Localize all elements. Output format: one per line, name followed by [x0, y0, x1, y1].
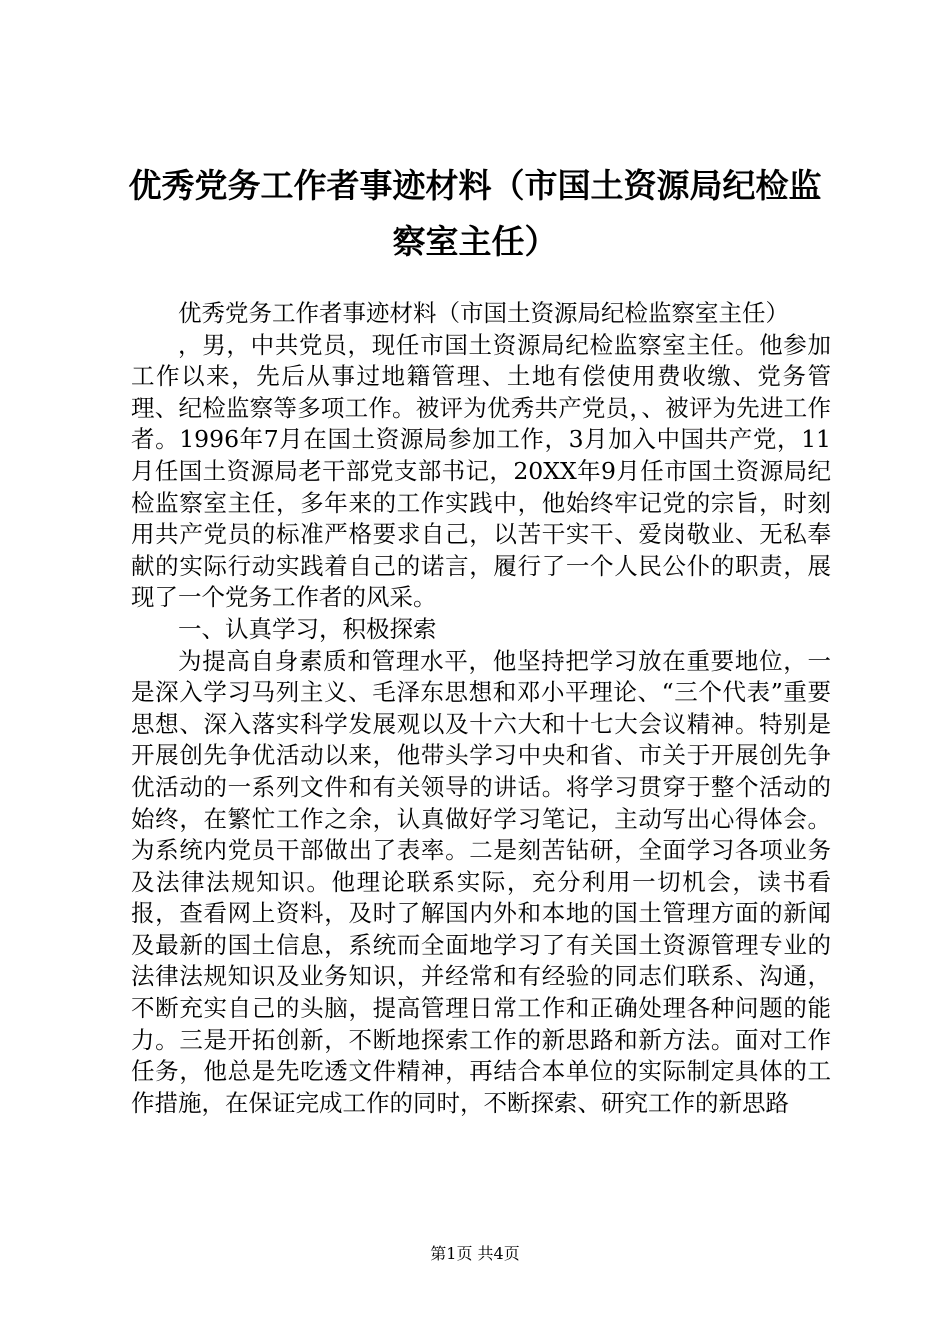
- section-heading-1: 一、认真学习，积极探索: [178, 614, 437, 643]
- paragraph-intro: ，男，中共党员，现任市国土资源局纪检监察室主任。他参加工作以来，先后从事过地籍管理、土地有偿使用费收缴、党务管理、纪检监察等多项工作。被评为优秀共产党员，、被评为先进工作者。1996年7月在国土资源局参加工作，3月加入中国共产党，11月任国土资源局老干部党支部书记，20XX年9月任市国土资源局纪检监察室主任，多年来的工作实践中，他始终牢记党的宗旨，时刻用共产党员的标准严格要求自己，以苦干实干、爱岗敬业、无私奉献的实际行动实践着自己的诺言，履行了一个人民公仆的职责，展现了一个党务工作者的风采。: [131, 330, 831, 612]
- paragraph-study: 为提高自身素质和管理水平，他坚持把学习放在重要地位，一是深入学习马列主义、毛泽东思想和邓小平理论、“三个代表”重要思想、深入落实科学发展观以及十六大和十七大会议精神。特别是开展创先争优活动以来，他带头学习中央和省、市关于开展创先争优活动的一系列文件和有关领导的讲话。将学习贯穿于整个活动的始终，在繁忙工作之余，认真做好学习笔记，主动写出心得体会。为系统内党员干部做出了表率。二是刻苦钻研，全面学习各项业务及法律法规知识。他理论联系实际，充分利用一切机会，读书看报，查看网上资料，及时了解国内外和本地的国土管理方面的新闻及最新的国土信息，系统而全面地学习了有关国土资源管理专业的法律法规知识及业务知识，并经常和有经验的同志们联系、沟通，不断充实自己的头脑，提高管理日常工作和正确处理各种问题的能力。三是开拓创新，不断地探索工作的新思路和新方法。面对工作任务，他总是先吃透文件精神，再结合本单位的实际制定具体的工作措施，在保证完成工作的同时，不断探索、研究工作的新思路: [131, 646, 831, 1117]
- document-body: [131, 298, 831, 1119]
- document-title: 优秀党务工作者事迹材料（市国土资源局纪检监察室主任）: [128, 166, 822, 261]
- page-footer: 第1页 共4页: [430, 1244, 520, 1263]
- paragraph-subtitle: 优秀党务工作者事迹材料（市国土资源局纪检监察室主任）: [178, 299, 789, 327]
